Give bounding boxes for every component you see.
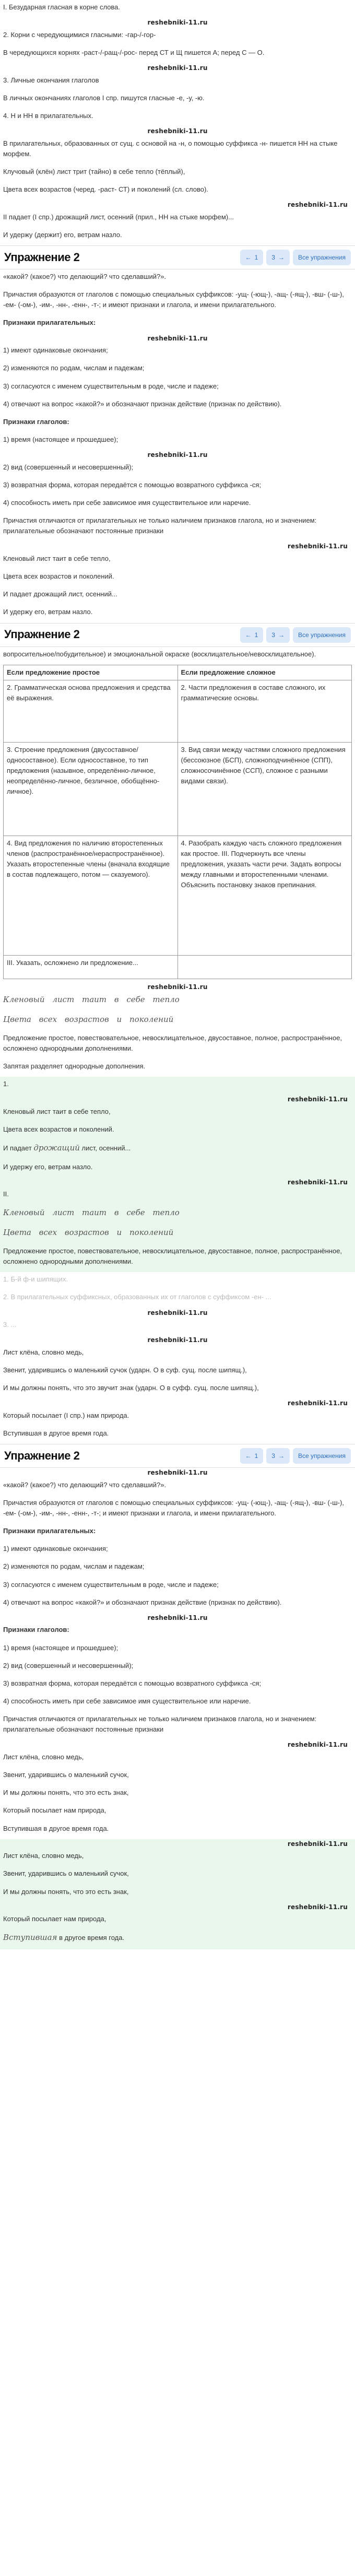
all-exercises-button[interactable]: Все упражнения [293, 250, 351, 265]
parsed-sentence [0, 992, 355, 1011]
text-line: 2. В прилагательных суффиксных, образованных их от глаголов с суффиксом -ен- ... [3, 1293, 271, 1301]
text-line: Клучовый (клён) лист трит (тайно) в себе тепло (тёплый), [3, 167, 185, 175]
table-header: Если предложение простое [4, 665, 178, 680]
parsed-sentence [0, 1225, 355, 1244]
word: тепло [152, 995, 180, 1005]
text-line: 1. [3, 1080, 9, 1088]
text-line: Вступившая в другое время года. [3, 1824, 109, 1832]
table-cell: 3. Вид связи между частями сложного предложения (бессоюзное (БСП), сложноподчинённое (СПП), сложносочинённое (ССП), сложное с разными видами связи). [178, 742, 352, 836]
word: Кленовый [3, 1208, 45, 1218]
text-line: 4) отвечают на вопрос «какой?» и обозначают признак действие (признак по действию). [3, 1598, 282, 1606]
text-line: Который посылает нам природа, [3, 1915, 106, 1923]
text-line: Лист клёна, словно медь, [3, 1852, 84, 1860]
text-line: 1. Б-й ф-и шипящих. [3, 1275, 68, 1284]
prev-label: 1 [254, 254, 258, 262]
word: лист, осенний... [81, 1144, 131, 1152]
word: возрастов [64, 1227, 109, 1237]
prev-label: 1 [254, 631, 258, 639]
text-line: Вступившая в другое время года. [3, 1429, 109, 1437]
word: в другое время года. [59, 1934, 125, 1942]
text-line [0, 1140, 355, 1159]
watermark: reshebniki-11.ru [287, 1903, 348, 1911]
table-cell: III. Указать, осложнено ли предложение... [4, 955, 178, 979]
faded-block [0, 1272, 355, 1335]
word: и [116, 1014, 122, 1024]
text-line: 2) изменяются по родам, числам и падежам; [3, 1562, 145, 1571]
text-line: II. [3, 1190, 9, 1198]
watermark: reshebniki-11.ru [287, 1096, 348, 1103]
arrow-right-icon: → [278, 1452, 285, 1460]
text-line: I. Безударная гласная в корне слова. [3, 3, 121, 11]
exercise-header [0, 623, 355, 647]
text-line: «какой? (какое?) что делающий? что сделавший?». [3, 273, 167, 281]
handwritten-word: Вступившая [3, 1933, 57, 1943]
all-exercises-button[interactable]: Все упражнения [293, 1448, 351, 1464]
word: себе [126, 995, 145, 1005]
text-line: Который посылает (I спр.) нам природа. [3, 1411, 129, 1419]
text-line: Признаки прилагательных: [3, 1527, 96, 1535]
text-line: Признаки глаголов: [3, 417, 69, 426]
watermark: reshebniki-11.ru [287, 1741, 348, 1749]
prev-exercise-button[interactable] [240, 250, 264, 265]
all-exercises-button[interactable]: Все упражнения [293, 627, 351, 643]
exercise-title: Упражнение 2 [4, 628, 80, 641]
exercise-nav [240, 1448, 351, 1464]
text-line: Запятая разделяет однородные дополнения. [3, 1062, 146, 1071]
text-line: 4) отвечают на вопрос «какой?» и обозначают признак действие (признак по действию). [3, 399, 282, 408]
text-line: 3) согласуются с именем существительным в роде, числе и падеже; [3, 382, 219, 390]
text-line: Признаки прилагательных: [3, 319, 96, 327]
table-row [4, 680, 352, 742]
text-line: Причастия отличаются от прилагательных не только наличием признаков глагола, но и значением: прилагательные обозначают постоянные признаки [3, 516, 317, 535]
watermark: reshebniki-11.ru [147, 127, 208, 135]
exercise-title: Упражнение 2 [4, 1449, 80, 1463]
exercise-nav [240, 250, 351, 265]
word: в [114, 995, 119, 1005]
table-row [4, 955, 352, 979]
handwritten-word: дрожащий [33, 1143, 80, 1153]
parsed-sentence [0, 1205, 355, 1224]
text-line: Предложение простое, повествовательное, невосклицательное, двусоставное, полное, распространённое, осложнено однородными дополнениями. [3, 1246, 342, 1266]
exercise-header [0, 1444, 355, 1468]
next-label: 3 [271, 1452, 275, 1460]
text-line: И удержу его, ветрам назло. [3, 608, 93, 616]
table-row [4, 742, 352, 836]
exercise-title: Упражнение 2 [4, 251, 80, 264]
text-line: И мы должны понять, что это звучит знак (ударн. О в суфф. сущ. после шипящ.), [3, 1384, 259, 1392]
answer-block [0, 1839, 355, 1949]
text-line: 3. ... [3, 1321, 17, 1329]
table-row [4, 836, 352, 955]
word: в [114, 1208, 119, 1218]
text-line: 3) согласуются с именем существительным в роде, числе и падеже; [3, 1580, 219, 1589]
text-line: Лист клёна, словно медь, [3, 1753, 84, 1761]
prev-label: 1 [254, 1452, 258, 1460]
exercise-nav [240, 627, 351, 643]
text-line: 4) способность иметь при себе зависимое имя существительное или наречие. [3, 1697, 251, 1705]
word: лист [52, 1208, 75, 1218]
section-analysis [0, 647, 355, 1077]
watermark: reshebniki-11.ru [147, 1309, 208, 1316]
text-line: «какой? (какое?) что делающий? что сделавший?». [3, 1480, 167, 1489]
text-line: И удержу (держит) его, ветрам назло. [3, 230, 122, 239]
text-line: В личных окончаниях глаголов I спр. пишутся гласные -е, -у, -ю. [3, 93, 205, 102]
section-rules-1 [0, 0, 355, 245]
text-line: Предложение простое, повествовательное, невосклицательное, двусоставное, полное, распространённое, осложнено однородными дополнениями. [3, 1033, 342, 1053]
text-line: 4) способность иметь при себе зависимое имя существительное или наречие. [3, 498, 251, 507]
word: таит [81, 1208, 107, 1218]
section-poem [0, 1335, 355, 1444]
section-participle-1 [0, 269, 355, 622]
watermark: reshebniki-11.ru [287, 543, 348, 550]
word: И падает [3, 1144, 32, 1152]
word: Цвета [3, 1014, 31, 1024]
watermark: reshebniki-11.ru [147, 983, 208, 991]
prev-exercise-button[interactable] [240, 627, 264, 643]
table-cell: 3. Строение предложения (двусоставное/односоставное). Если односоставное, то тип предложения (назывное, определённо-личное, неопределённо-личное, безличное, обобщённо-личное). [4, 742, 178, 836]
table-cell: 2. Части предложения в составе сложного, их грамматические основы. [178, 680, 352, 742]
text-line: В прилагательных, образованных от сущ. с основой на -н, о помощью суффикса -н- пишется НН на стыке морфем. [3, 139, 338, 158]
arrow-right-icon: → [278, 254, 285, 262]
word: возрастов [64, 1014, 109, 1024]
arrow-left-icon: ← [245, 1452, 252, 1460]
text-line: И падает дрожащий лист, осенний... [3, 590, 117, 598]
next-exercise-button[interactable] [266, 627, 290, 643]
text-line: Кленовый лист таит в себе тепло, [3, 554, 111, 562]
watermark: reshebniki-11.ru [287, 1840, 348, 1848]
text-line: 3) возвратная форма, которая передаётся с помощью возвратного суффикса -ся; [3, 1679, 262, 1687]
text-line: вопросительное/побудительное) и эмоциональной окраске (восклицательное/невосклицательное). [3, 650, 316, 658]
text-line: 2. Корни с чередующимися гласными: -гар-/-гор- [3, 30, 156, 39]
text-line: Цвета всех возрастов (черед. -раст- СТ) и поколений (сл. слово). [3, 185, 208, 194]
exercise-header [0, 245, 355, 269]
text-line: Цвета всех возрастов и поколений. [3, 572, 114, 581]
text-line: Звенит, ударившись о маленький сучок (ударн. О в суф. сущ. после шипящ.), [3, 1366, 247, 1374]
text-line: 3. Личные окончания глаголов [3, 76, 99, 84]
text-line: 2) вид (совершенный и несовершенный); [3, 463, 134, 471]
answer-block [0, 1077, 355, 1272]
text-line: И мы должны понять, что это есть знак, [3, 1789, 129, 1797]
text-line: 1) время (настоящее и прошедшее); [3, 435, 119, 443]
word: лист [52, 995, 75, 1005]
text-line: 4. Н и НН в прилагательных. [3, 111, 93, 120]
text-line: Причастия образуются от глаголов с помощью специальных суффиксов: -ущ- (-ющ-), -ащ- (-ящ-), -вш- (-ш-), -ем- (-ом-), -им-, -нн-, -енн-, -т-; и имеют признаки и глагола, и имени прилагательного. [3, 290, 344, 309]
watermark: reshebniki-11.ru [147, 19, 208, 27]
watermark: reshebniki-11.ru [147, 334, 208, 342]
text-line: Цвета всех возрастов и поколений. [3, 1125, 114, 1134]
analysis-table [3, 665, 352, 979]
arrow-left-icon: ← [245, 631, 252, 639]
word: Цвета [3, 1227, 31, 1237]
watermark: reshebniki-11.ru [287, 1399, 348, 1407]
watermark: reshebniki-11.ru [147, 1614, 208, 1621]
text-line: Лист клёна, словно медь, [3, 1348, 84, 1356]
word: поколений [129, 1227, 174, 1237]
word: Кленовый [3, 995, 45, 1005]
table-cell: 4. Разобрать каждую часть сложного предложения как простое. III. Подчеркнуть все члены предложения, указать части речи. Задать вопросы между главными и второстепенными членами. Объяснить постановку знаков препинания. [178, 836, 352, 955]
word: всех [39, 1227, 57, 1237]
watermark: reshebniki-11.ru [287, 1178, 348, 1186]
word: себе [126, 1208, 145, 1218]
word: тепло [152, 1208, 180, 1218]
text-line [0, 1930, 355, 1949]
table-cell: 4. Вид предложения по наличию второстепенных членов (распространённое/нераспространённое). Указать второстепенные члены (вначала входящие в состав подлежащего, потом — сказуемого). [4, 836, 178, 955]
text-line: 1) имеют одинаковые окончания; [3, 1545, 108, 1553]
word: таит [81, 995, 107, 1005]
text-line: В чередующихся корнях -раст-/-ращ-/-рос- перед СТ и Щ пишется А; перед С — О. [3, 48, 265, 56]
text-line: Причастия отличаются от прилагательных не только наличием признаков глагола, но и значением: прилагательные обозначают постоянные признаки [3, 1715, 317, 1734]
watermark: reshebniki-11.ru [147, 64, 208, 72]
watermark: reshebniki-11.ru [147, 1469, 208, 1477]
text-line: И мы должны понять, что это есть знак, [3, 1887, 129, 1896]
text-line: Причастия образуются от глаголов с помощью специальных суффиксов: -ущ- (-ющ-), -ащ- (-ящ-), -вш- (-ш-), -ем- (-ом-), -им-, -нн-, -енн-, -т-; и имеют признаки и глагола, и имени прилагательного. [3, 1498, 344, 1518]
section-participle-2 [0, 1468, 355, 1839]
prev-exercise-button[interactable] [240, 1448, 264, 1464]
next-label: 3 [271, 631, 275, 639]
watermark: reshebniki-11.ru [147, 1336, 208, 1344]
word: поколений [129, 1014, 174, 1024]
text-line: 1) время (настоящее и прошедшее); [3, 1643, 119, 1652]
next-label: 3 [271, 254, 275, 262]
text-line: 2) изменяются по родам, числам и падежам; [3, 364, 145, 372]
parsed-sentence [0, 1011, 355, 1031]
word: всех [39, 1014, 57, 1024]
arrow-left-icon: ← [245, 254, 252, 262]
text-line: 2) вид (совершенный и несовершенный); [3, 1661, 134, 1669]
text-line: Признаки глаголов: [3, 1626, 69, 1634]
text-line: Звенит, ударившись о маленький сучок, [3, 1869, 129, 1878]
table-header: Если предложение сложное [178, 665, 352, 680]
table-cell [178, 955, 352, 979]
watermark: reshebniki-11.ru [147, 451, 208, 459]
watermark: reshebniki-11.ru [287, 201, 348, 209]
next-exercise-button[interactable] [266, 250, 290, 265]
table-cell: 2. Грамматическая основа предложения и средства её выражения. [4, 680, 178, 742]
text-line: II падает (I спр.) дрожащий лист, осенний (прил., НН на стыке морфем)... [3, 213, 234, 221]
text-line: Звенит, ударившись о маленький сучок, [3, 1771, 129, 1779]
next-exercise-button[interactable] [266, 1448, 290, 1464]
text-line: 3) возвратная форма, которая передаётся с помощью возвратного суффикса -ся; [3, 480, 262, 489]
arrow-right-icon: → [278, 631, 285, 639]
text-line: И удержу его, ветрам назло. [3, 1162, 93, 1171]
text-line: Кленовый лист таит в себе тепло, [3, 1108, 111, 1116]
text-line: 1) имеют одинаковые окончания; [3, 346, 108, 355]
text-line: Который посылает нам природа, [3, 1806, 106, 1815]
word: и [116, 1227, 122, 1237]
